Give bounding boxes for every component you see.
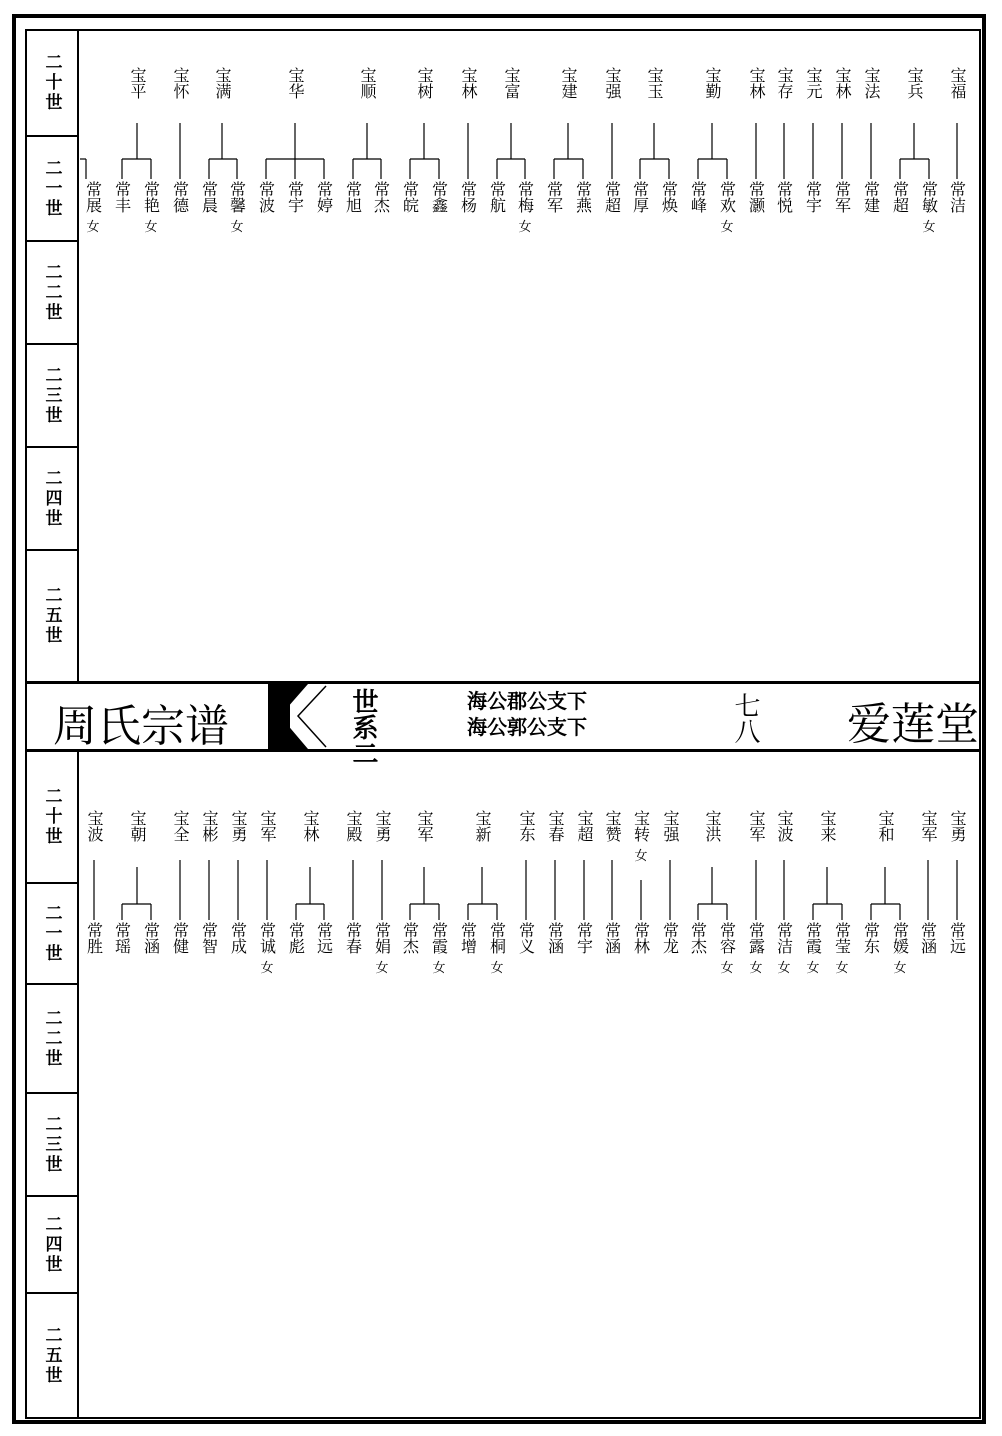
person-gen21: 常智 (199, 922, 219, 954)
generation-label: 二五世 (41, 1325, 62, 1386)
generation-label: 二十世 (41, 787, 62, 847)
generation-label: 二三世 (41, 365, 62, 426)
person-gen21: 常霞 女 (429, 922, 449, 976)
top-genealogy-panel (27, 31, 979, 681)
person-gen21: 常洁 女 (774, 922, 794, 976)
generation-label: 二四世 (41, 1214, 62, 1275)
person-gen21: 常诚 女 (257, 922, 277, 976)
person-gen21: 常灏 (746, 181, 766, 213)
person-gen21: 常龙 (660, 922, 680, 954)
person-gen20: 宝玉 (645, 67, 664, 99)
hall-name: 爱莲堂 (847, 699, 979, 750)
person-gen20: 宝华 (286, 67, 305, 99)
person-gen21: 常霞 女 (803, 922, 823, 976)
person-gen20: 宝福 (948, 67, 967, 99)
person-gen20: 宝新 (473, 810, 492, 842)
person-gen21: 常宇 (285, 181, 305, 213)
person-gen21: 常林 (631, 922, 651, 954)
person-gen21: 常宇 (574, 922, 594, 954)
genealogy-title: 周氏宗谱 (53, 701, 229, 752)
person-gen21: 常焕 (659, 181, 679, 213)
person-gen21: 常旭 (343, 181, 363, 213)
person-gen21: 常胜 (84, 922, 104, 954)
person-gen20: 宝建 (559, 67, 578, 99)
person-gen20: 宝怀 (171, 67, 190, 99)
generation-label: 二一世 (41, 158, 62, 219)
person-gen21: 常东 (861, 922, 881, 954)
person-gen21: 常春 (343, 922, 363, 954)
person-gen20: 宝平 (128, 67, 147, 99)
person-gen21: 常丰 (112, 181, 132, 213)
person-gen20: 宝军 (258, 810, 277, 842)
generation-label: 二四世 (41, 468, 62, 529)
person-gen21: 常婷 (314, 181, 334, 213)
title-band (27, 681, 979, 766)
person-gen20: 宝赞 (603, 810, 622, 842)
person-gen21: 常娟 女 (372, 922, 392, 976)
person-gen21: 常露 女 (746, 922, 766, 976)
generation-label: 二五世 (41, 586, 62, 646)
person-gen20: 宝强 (603, 67, 622, 99)
person-gen20: 宝军 (415, 810, 434, 842)
person-gen20: 宝勤 (703, 67, 722, 99)
person-gen20: 宝东 (517, 810, 536, 842)
person-gen21: 常军 (832, 181, 852, 213)
generation-label: 二一世 (41, 903, 62, 964)
person-gen21: 常桐 女 (487, 922, 507, 976)
person-gen21: 常涵 (918, 922, 938, 954)
person-gen21: 常彪 (286, 922, 306, 954)
person-gen21: 常晨 (199, 181, 219, 213)
person-gen20: 宝朝 (128, 810, 147, 842)
person-gen21: 常莹 女 (832, 922, 852, 976)
person-gen20: 宝兵 (905, 67, 924, 99)
person-gen20: 宝和 (876, 810, 895, 842)
person-gen21: 常鑫 (429, 181, 449, 213)
person-gen21: 常德 (170, 181, 190, 213)
generation-label: 二二世 (41, 262, 62, 323)
person-gen20: 宝树 (415, 67, 434, 99)
person-gen21: 常杰 (400, 922, 420, 954)
person-gen21: 常悦 (774, 181, 794, 213)
person-gen20: 宝林 (833, 67, 852, 99)
person-gen21: 常航 (487, 181, 507, 213)
person-gen20: 宝强 (661, 810, 680, 842)
person-gen21: 常皖 (400, 181, 420, 213)
person-gen21: 常增 (458, 922, 478, 954)
person-gen20: 宝林 (459, 67, 478, 99)
generation-label: 二二世 (41, 1008, 62, 1069)
person-gen21: 常杨 (458, 181, 478, 213)
page-number: 七八 (730, 692, 760, 744)
generation-line-label: 世系二 (348, 688, 378, 766)
person-gen20: 宝全 (171, 810, 190, 842)
person-gen20: 宝军 (747, 810, 766, 842)
person-gen20: 宝满 (213, 67, 232, 99)
person-gen21: 常波 (256, 181, 276, 213)
person-gen20: 宝来 (818, 810, 837, 842)
person-gen20: 宝勇 (373, 810, 392, 842)
person-gen21: 常军 (544, 181, 564, 213)
person-gen20: 宝殿 (344, 810, 363, 842)
person-gen20: 宝波 (775, 810, 794, 842)
person-gen20: 宝林 (747, 67, 766, 99)
person-gen21: 常艳 女 (141, 181, 161, 235)
branch-line: 海公郭公支下 (467, 715, 587, 739)
lineage-lines (27, 752, 979, 1417)
person-gen21: 常欢 女 (717, 181, 737, 235)
branch-label (467, 688, 587, 740)
person-gen21: 常展 女 (83, 181, 103, 235)
person-gen21: 常媛 女 (890, 922, 910, 976)
person-gen20: 宝法 (862, 67, 881, 99)
person-gen21: 常瑶 (112, 922, 132, 954)
person-gen21: 常远 (314, 922, 334, 954)
branch-line: 海公郡公支下 (467, 689, 587, 713)
bottom-genealogy-panel (27, 752, 979, 1417)
person-gen20: 宝勇 (229, 810, 248, 842)
generation-label: 二十世 (41, 53, 62, 113)
person-gen20: 宝洪 (703, 810, 722, 842)
person-gen21: 常厚 (630, 181, 650, 213)
person-gen20: 宝元 (804, 67, 823, 99)
generation-label: 二三世 (41, 1114, 62, 1175)
person-gen20: 宝富 (502, 67, 521, 99)
person-gen21: 常涵 (545, 922, 565, 954)
person-gen21: 常杰 (688, 922, 708, 954)
person-gen21: 常峰 (688, 181, 708, 213)
person-gen20: 宝春 (546, 810, 565, 842)
person-gen20: 宝勇 (948, 810, 967, 842)
person-gen21: 常洁 (947, 181, 967, 213)
person-gen20: 宝转 女 (631, 810, 651, 864)
lineage-lines (27, 31, 979, 681)
person-gen21: 常远 (947, 922, 967, 954)
person-gen21: 常杰 (371, 181, 391, 213)
person-gen21: 常容 女 (717, 922, 737, 976)
person-gen20: 宝军 (919, 810, 938, 842)
person-gen20: 宝彬 (200, 810, 219, 842)
person-gen21: 常梅 女 (515, 181, 535, 235)
person-gen21: 常涵 (141, 922, 161, 954)
person-gen21: 常燕 (573, 181, 593, 213)
person-gen21: 常宇 (803, 181, 823, 213)
person-gen21: 常建 (861, 181, 881, 213)
person-gen20: 宝超 (575, 810, 594, 842)
person-gen21: 常超 (890, 181, 910, 213)
person-gen20: 宝波 (85, 810, 104, 842)
person-gen21: 常健 (170, 922, 190, 954)
person-gen21: 常涵 (602, 922, 622, 954)
person-gen20: 宝存 (775, 67, 794, 99)
person-gen20: 宝顺 (358, 67, 377, 99)
person-gen21: 常成 (228, 922, 248, 954)
person-gen21: 常超 (602, 181, 622, 213)
arrow-divider-icon (268, 684, 328, 749)
person-gen21: 常敏 女 (919, 181, 939, 235)
person-gen21: 常馨 女 (227, 181, 247, 235)
person-gen20: 宝林 (301, 810, 320, 842)
person-gen21: 常义 (516, 922, 536, 954)
